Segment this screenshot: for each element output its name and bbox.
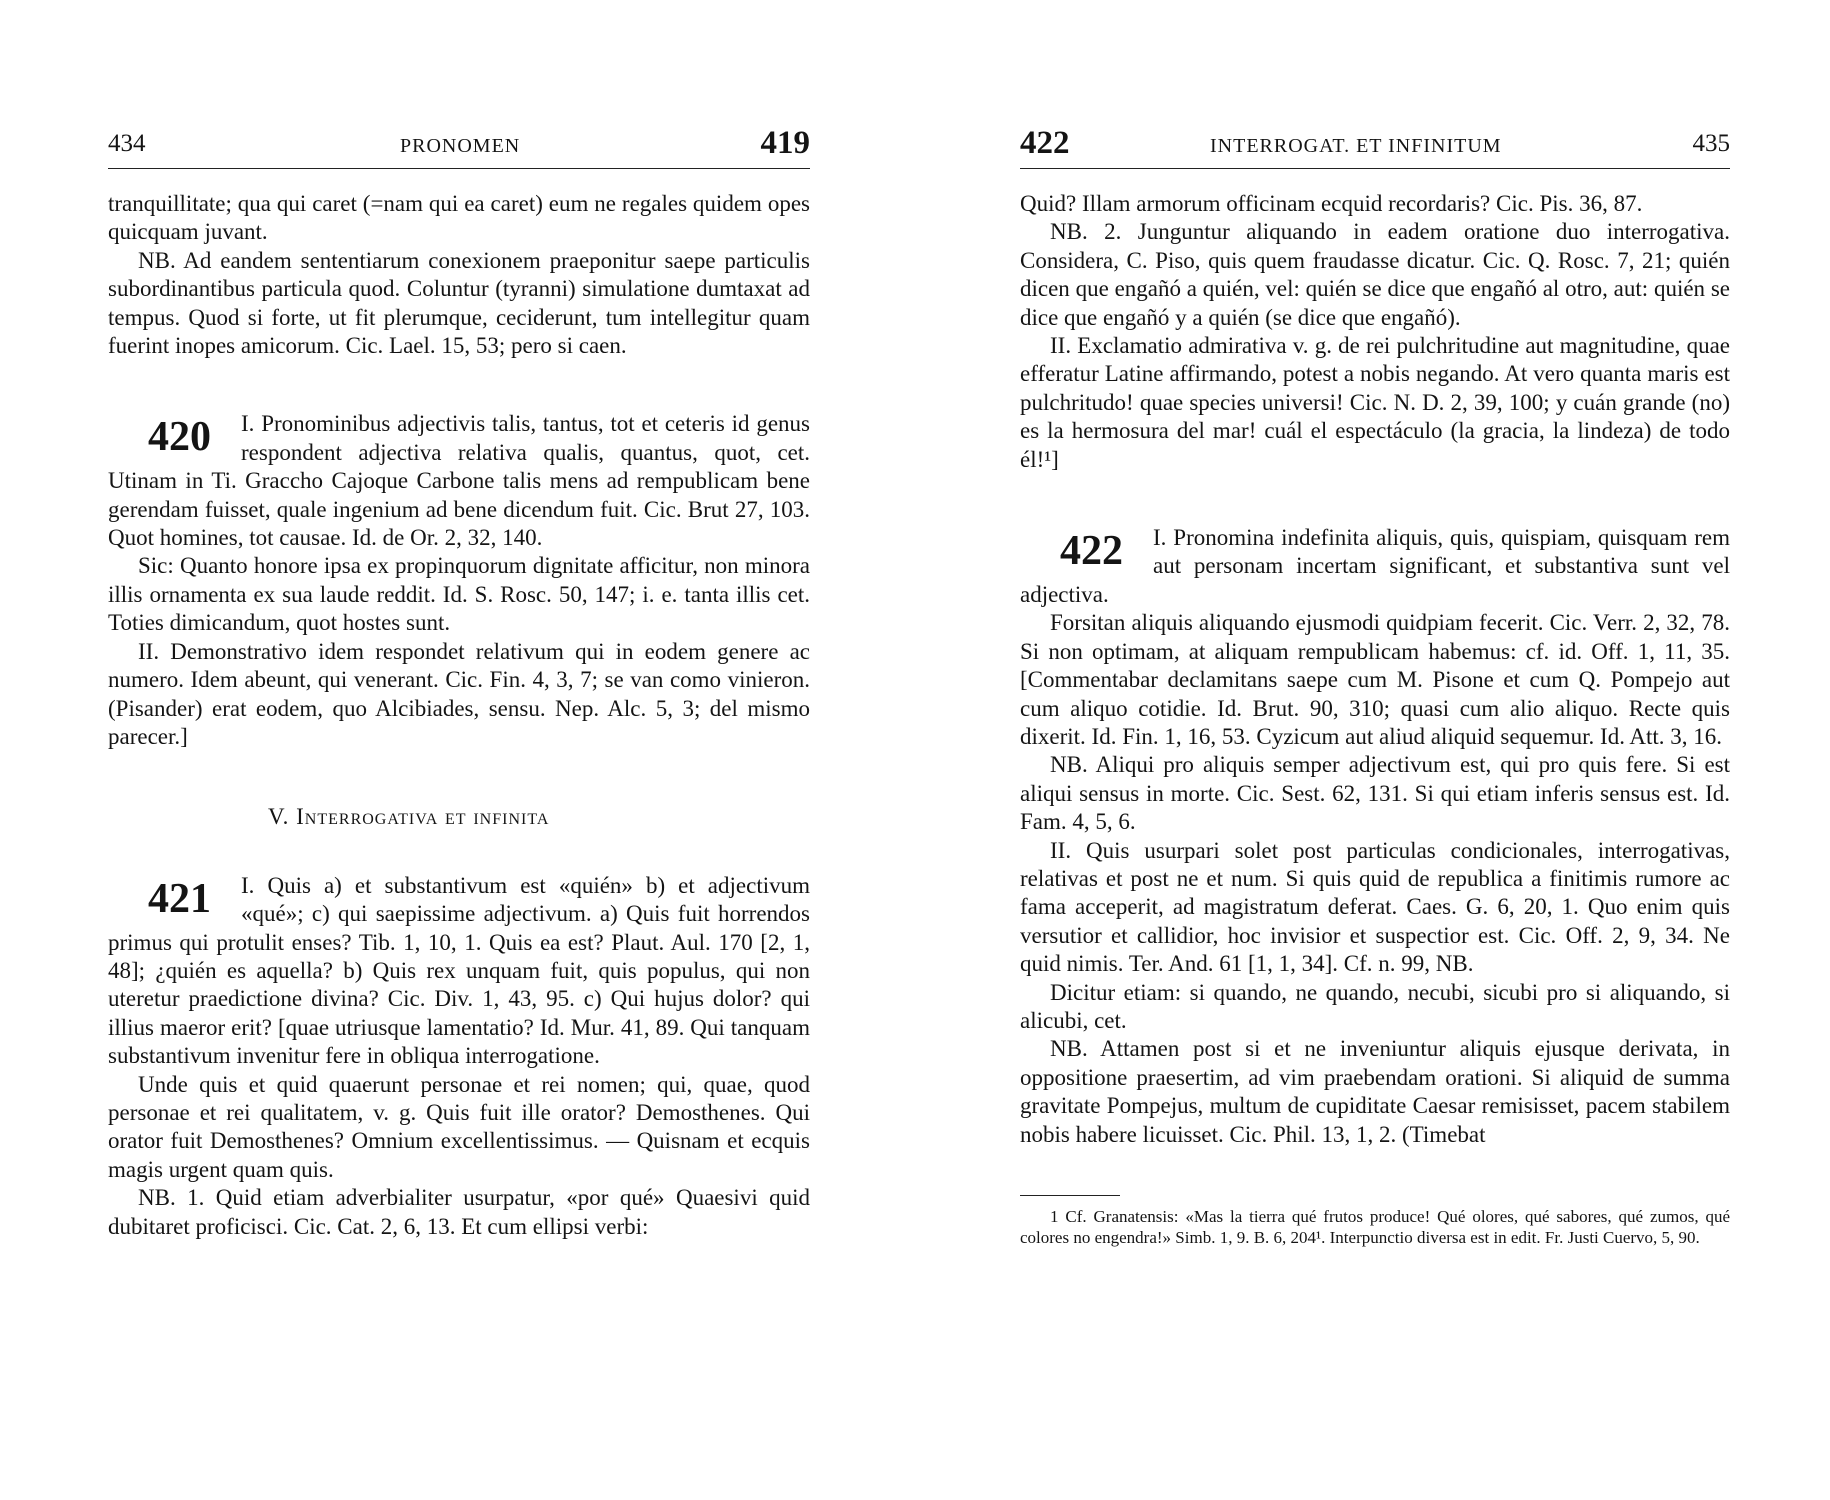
right-page (1020, 0, 1730, 1500)
body-paragraph: II. Demonstrativo idem respondet relativum qui in eodem genere ac numero. Idem abeunt, qui venerant. Cic. Fin. 4, 3, 7; se van como vinieron. (Pisander) erat eodem, quo Alcibiades, sensu. Nep. Alc. 5, 3; del mismo parecer.] (108, 638, 810, 749)
body-paragraph: NB. Aliqui pro aliquis semper adjectivum est, qui pro quis fere. Si est aliqui sensus in morte. Cic. Sest. 62, 131. Si qui etiam inferis sensus est. Id. Fam. 4, 5, 6. (1020, 752, 1730, 835)
body-paragraph: NB. 2. Junguntur aliquando in eadem oratione duo interrogativa. Considera, C. Piso, quis quem fraudasse dicatur. Cic. Q. Rosc. 7, 21; quién dicen que engañó a quién, vel: quién se dice que engañó al otro, aut: quién se dice que engañó y a quién (se dice que engañó). (1020, 219, 1730, 330)
left-page (108, 0, 810, 1500)
body-paragraph: II. Exclamatio admirativa v. g. de rei pulchritudine aut magnitudine, quae efferatur Latine affirmando, potest a nobis negando. At vero quanta maris est pulchritudo! quae species universi! Cic. N. D. 2, 39, 100; y cuán grande (no) es la hermosura del mar! cuál el espectáculo (la gracia, la lindeza) de todo él!¹] (1020, 333, 1730, 472)
section-421 (108, 872, 810, 1241)
left-running-title: PRONOMEN (400, 135, 521, 157)
right-paragraph-number: 422 (1020, 125, 1070, 161)
left-page-header (108, 118, 810, 169)
right-page-body (1020, 190, 1730, 1248)
body-paragraph: NB. 1. Quid etiam adverbialiter usurpatur, «por qué» Quaesivi quid dubitaret proficisci. Cic. Cat. 2, 6, 13. Et cum ellipsi verbi: (108, 1185, 810, 1239)
paragraph-number-421: 421 (148, 875, 211, 922)
body-paragraph: Unde quis et quid quaerunt personae et rei nomen; qui, quae, quod personae et rei qualitatem, v. g. Quis fuit ille orator? Demosthenes. Qui orator fuit Demosthenes? Omnium excellentissimus. — Quisnam et ecquis magis urgent quam quis. (108, 1071, 810, 1182)
body-paragraph: tranquillitate; qua qui caret (=nam qui ea caret) eum ne regales quidem opes quicquam juvant. (108, 191, 810, 245)
body-paragraph: II. Quis usurpari solet post particulas condicionales, interrogativas, relativas et post ne et num. Si quis quid de republica a finitimis rumore ac fama acceperit, ad magistratum deferat. Caes. G. 6, 20, 1. Quo enim quis versutior et callidior, hoc invisior et suspectior est. Cic. Off. 2, 9, 34. Ne quid nimis. Ter. And. 61 [1, 1, 34]. Cf. n. 99, NB. (1020, 837, 1730, 977)
section-420 (108, 410, 810, 751)
left-page-body (108, 190, 810, 1241)
section-422 (1020, 524, 1730, 1149)
body-paragraph: Dicitur etiam: si quando, ne quando, necubi, sicubi pro si aliquando, si alicubi, cet. (1020, 979, 1730, 1033)
right-running-title: INTERROGAT. ET INFINITUM (1210, 135, 1502, 157)
body-paragraph: I. Pronominibus adjectivis talis, tantus, tot et ceteris id genus respondent adjectiva relativa qualis, quantus, quot, cet. Utinam in Ti. Graccho Cajoque Carbone talis mens ad rempublicam bene gerendam fuisset, quale ingenium ad bene dicendum fuit. Cic. Brut 27, 103. Quot homines, tot causae. Id. de Or. 2, 32, 140. (108, 411, 810, 551)
left-page-number: 434 (108, 130, 146, 157)
body-paragraph: NB. Ad eandem sententiarum conexionem praeponitur saepe particulis subordinantibus particula quod. Coluntur (tyranni) simulatione dumtaxat ad tempus. Quod si forte, ut fit plerumque, ceciderunt, tum intellegitur quam fuerint inopes amicorum. Cic. Lael. 15, 53; pero si caen. (108, 247, 810, 359)
body-paragraph: Forsitan aliquis aliquando ejusmodi quidpiam fecerit. Cic. Verr. 2, 32, 78. Si non optimam, at aliquam rempublicam habemus: cf. id. Off. 1, 11, 35. [Commentabar declamitans saepe cum M. Pisone et cum Q. Pompejo aut cum aliquo cotidie. Id. Brut. 90, 310; quasi cum alio aliquo. Recte quis dixerit. Id. Fin. 1, 16, 53. Cyzicum aut aliud aliquid sequemur. Id. Att. 3, 16. (1020, 610, 1730, 749)
body-paragraph: NB. Attamen post si et ne inveniuntur aliquis ejusque derivata, in oppositione praesertim, ad vim praebendam orationi. Si aliquid de summa gravitate Pompejus, multum de cupiditate Caesar remisisset, pacem stabilem nobis habere licuisset. Cic. Phil. 13, 1, 2. (Timebat (1020, 1036, 1730, 1147)
body-paragraph: Quid? Illam armorum officinam ecquid recordaris? Cic. Pis. 36, 87. (1020, 191, 1643, 216)
right-page-number: 435 (1692, 130, 1730, 157)
paragraph-number-420: 420 (148, 414, 211, 461)
section-heading: V. Interrogativa et infinita (268, 804, 550, 830)
footnote-rule (1020, 1195, 1120, 1196)
paragraph-number-422: 422 (1060, 528, 1123, 575)
body-paragraph: I. Quis a) et substantivum est «quién» b) et adjectivum «qué»; c) qui saepissime adjectivum. a) Quis fuit horrendos primus qui protulit enses? Tib. 1, 10, 1. Quis ea est? Plaut. Aul. 170 [2, 1, 48]; ¿quién es aquella? b) Quis rex unquam fuit, quis populus, qui non uteretur praedictione divina? Cic. Div. 1, 43, 95. c) Qui hujus dolor? qui illius maeror erit? [quae utriusque lamentatio? Id. Mur. 41, 89. Qui tanquam substantivum invenitur fere in obliqua interrogatione. (108, 872, 810, 1069)
body-paragraph: Sic: Quanto honore ipsa ex propinquorum dignitate afficitur, non minora illis ornamenta ex sua laude reddit. Id. S. Rosc. 50, 147; i. e. tanta illis cet. Toties dimicandum, quot hostes sunt. (108, 553, 810, 636)
right-page-header (1020, 118, 1730, 169)
footnote: 1 Cf. Granatensis: «Mas la tierra qué frutos produce! Qué olores, qué sabores, qué zumos, qué colores no engendra!» Simb. 1, 9. B. 6, 204¹. Interpunctio diversa est in edit. Fr. Justi Cuervo, 5, 90. (1020, 1207, 1730, 1247)
left-paragraph-number: 419 (760, 125, 810, 161)
body-paragraph: I. Pronomina indefinita aliquis, quis, quispiam, quisquam rem aut personam incertam significant, et substantiva sunt vel adjectiva. (1020, 525, 1730, 607)
